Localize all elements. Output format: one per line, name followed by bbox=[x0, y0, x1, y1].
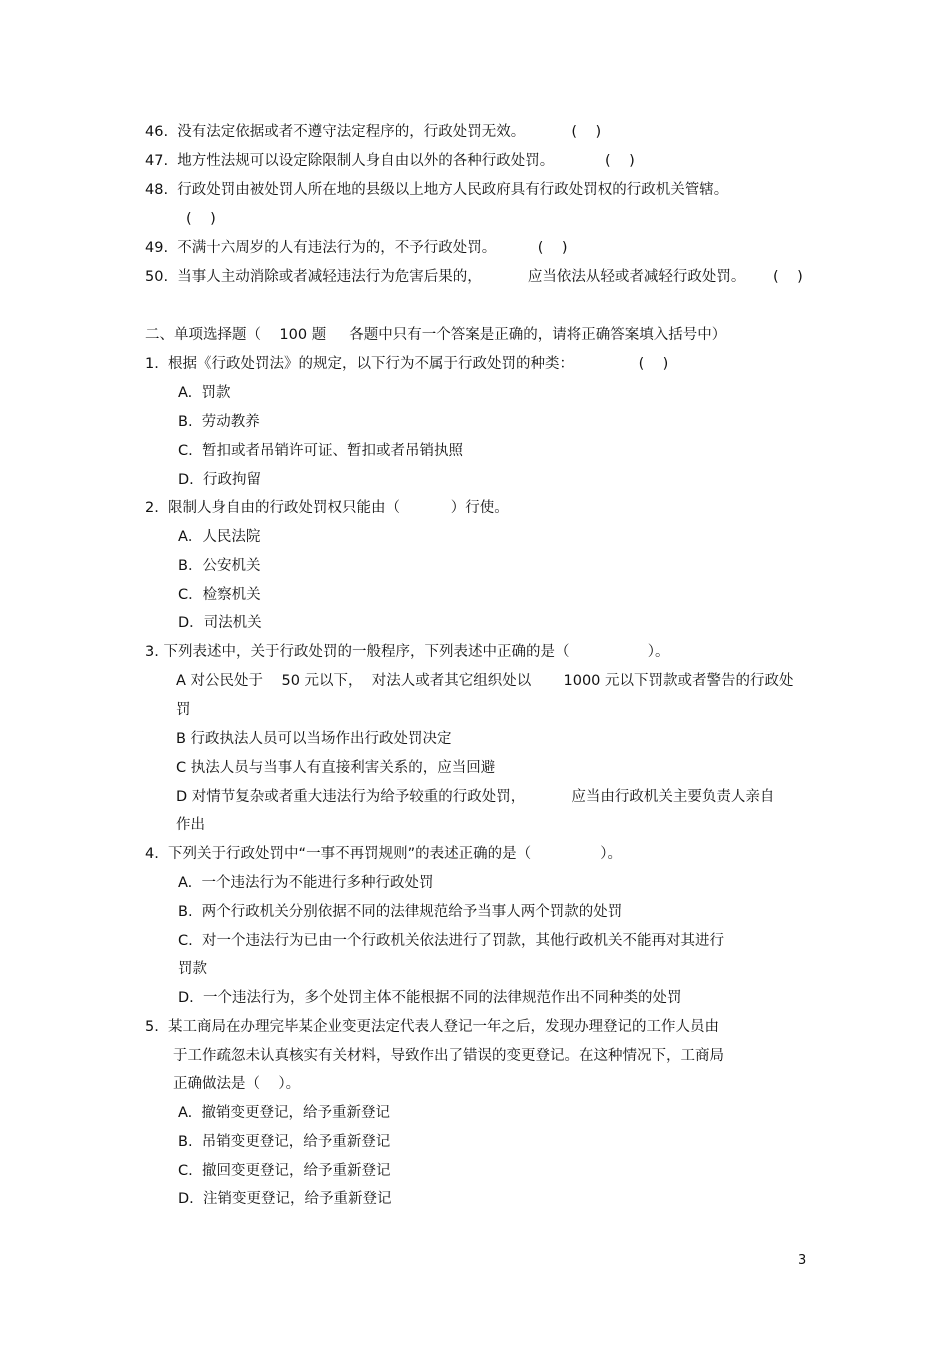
q2-option-a: A．人民法院 bbox=[178, 529, 261, 545]
q1-option-c: C. 暂扣或者吊销许可证、暂扣或者吊销执照 bbox=[178, 443, 463, 459]
q3-option-d-cont: 作出 bbox=[176, 817, 205, 833]
question-48-bracket: ( ) bbox=[186, 211, 216, 227]
q2-stem: 2. 限制人身自由的行政处罚权只能由（ ）行使。 bbox=[145, 500, 509, 516]
q3-stem: 3. 下列表述中，关于行政处罚的一般程序，下列表述中正确的是（ ）。 bbox=[145, 644, 670, 660]
q4-option-d: D. 一个违法行为，多个处罚主体不能根据不同的法律规范作出不同种类的处罚 bbox=[178, 990, 682, 1006]
q2-option-d: D．司法机关 bbox=[178, 615, 262, 631]
q5-stem-line3: 正确做法是（ ）。 bbox=[173, 1076, 301, 1092]
q2-option-c: C．检察机关 bbox=[178, 587, 261, 603]
section-title: 二、单项选择题（ 100 题 各题中只有一个答案是正确的，请将正确答案填入括号中） bbox=[145, 327, 727, 343]
question-47: 47. 地方性法规可以设定除限制人身自由以外的各种行政处罚。 ( ) bbox=[145, 153, 635, 169]
question-48: 48. 行政处罚由被处罚人所在地的县级以上地方人民政府具有行政处罚权的行政机关管辖。 bbox=[145, 182, 729, 198]
q4-option-c: C. 对一个违法行为已由一个行政机关依法进行了罚款，其他行政机关不能再对其进行 bbox=[178, 933, 724, 949]
q5-option-b: B. 吊销变更登记，给予重新登记 bbox=[178, 1134, 391, 1150]
q5-stem-line2: 于工作疏忽未认真核实有关材料，导致作出了错误的变更登记。在这种情况下，工商局 bbox=[173, 1048, 724, 1064]
q3-option-c: C 执法人员与当事人有直接利害关系的，应当回避 bbox=[176, 760, 496, 776]
q5-option-a: A. 撤销变更登记，给予重新登记 bbox=[178, 1105, 390, 1121]
q4-option-b: B. 两个行政机关分别依据不同的法律规范给予当事人两个罚款的处罚 bbox=[178, 904, 623, 920]
q4-option-c-cont: 罚款 bbox=[178, 961, 207, 977]
question-46: 46. 没有法定依据或者不遵守法定程序的，行政处罚无效。 ( ) bbox=[145, 124, 602, 140]
q4-option-a: A. 一个违法行为不能进行多种行政处罚 bbox=[178, 875, 434, 891]
q1-option-d: D. 行政拘留 bbox=[178, 472, 261, 488]
q1-option-a: A. 罚款 bbox=[178, 385, 231, 401]
q1-option-b: B. 劳动教养 bbox=[178, 414, 260, 430]
q3-option-a: A 对公民处于 50 元以下， 对法人或者其它组织处以 1000 元以下罚款或者警告的行政处 bbox=[176, 673, 794, 689]
q5-option-d: D. 注销变更登记，给予重新登记 bbox=[178, 1191, 392, 1207]
question-50: 50. 当事人主动消除或者减轻违法行为危害后果的， 应当依法从轻或者减轻行政处罚。 ( ) bbox=[145, 269, 803, 285]
q3-option-d: D 对情节复杂或者重大违法行为给予较重的行政处罚， 应当由行政机关主要负责人亲自 bbox=[176, 789, 775, 805]
question-49: 49. 不满十六周岁的人有违法行为的，不予行政处罚。 ( ) bbox=[145, 240, 568, 256]
q1-stem: 1. 根据《行政处罚法》的规定，以下行为不属于行政处罚的种类： ( ) bbox=[145, 356, 669, 372]
q4-stem: 4. 下列关于行政处罚中“一事不再罚规则”的表述正确的是（ ）。 bbox=[145, 846, 622, 862]
q5-option-c: C. 撤回变更登记，给予重新登记 bbox=[178, 1163, 391, 1179]
q3-option-b: B 行政执法人员可以当场作出行政处罚决定 bbox=[176, 731, 452, 747]
page-number: 3 bbox=[798, 1253, 807, 1268]
q3-option-a-cont: 罚 bbox=[176, 702, 191, 718]
q5-stem-line1: 5. 某工商局在办理完毕某企业变更法定代表人登记一年之后，发现办理登记的工作人员由 bbox=[145, 1019, 720, 1035]
q2-option-b: B．公安机关 bbox=[178, 558, 261, 574]
